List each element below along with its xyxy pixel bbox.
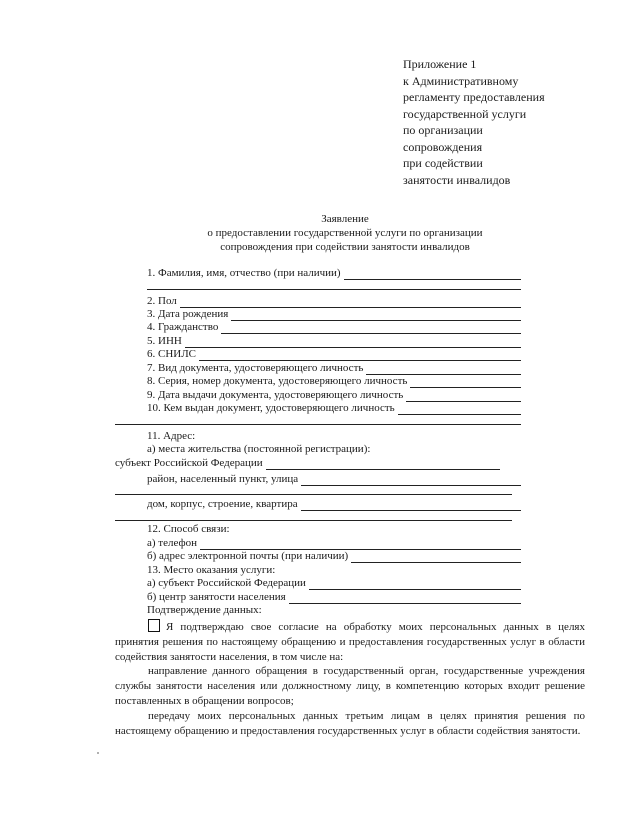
appendix-line: к Административному <box>403 73 519 88</box>
document-subtitle-line1: о предоставлении государственной услуги по организации <box>207 227 483 239</box>
field-label: 4. Гражданство <box>147 320 219 333</box>
field-label: 3. Дата рождения <box>147 307 229 320</box>
field-label: 5. ИНН <box>147 334 182 347</box>
input-line[interactable] <box>301 500 521 511</box>
consent-item-2 <box>115 709 585 739</box>
input-line-continuation[interactable] <box>115 494 512 495</box>
confirmation-heading: Подтверждение данных: <box>147 603 262 616</box>
field-phone[interactable] <box>147 536 521 550</box>
document-title: Заявление <box>321 213 369 225</box>
scan-speck <box>97 752 99 754</box>
input-line[interactable] <box>344 269 521 280</box>
consent-checkbox[interactable] <box>148 619 160 632</box>
input-line[interactable] <box>289 593 521 604</box>
field-snils[interactable] <box>147 347 521 361</box>
address-heading: 11. Адрес: <box>147 429 196 442</box>
field-birth-date[interactable] <box>147 307 521 321</box>
field-label: 10. Кем выдан документ, удостоверяющего личность <box>147 401 395 414</box>
address-residence-label: а) места жительства (постоянной регистрации): <box>147 442 371 455</box>
field-id-issued-by[interactable] <box>147 401 521 415</box>
appendix-line: по организации <box>403 123 483 137</box>
field-address-house[interactable] <box>147 497 521 511</box>
field-label: 6. СНИЛС <box>147 347 197 360</box>
field-label: б) адрес электронной почты (при наличии) <box>147 549 349 562</box>
input-line[interactable] <box>398 404 521 415</box>
field-id-issue-date[interactable] <box>147 388 521 402</box>
appendix-line: Приложение 1 <box>403 57 477 71</box>
field-label: 2. Пол <box>147 294 177 307</box>
appendix-line: при содействии <box>403 156 483 170</box>
consent-item-text: передачу моих персональных данных третьим лицам в целях принятия решения по настоящему обращению и предоставления государственных услуг в области содействия занятости. <box>115 710 585 737</box>
input-line[interactable] <box>410 377 521 388</box>
input-line[interactable] <box>199 350 521 361</box>
field-label: субъект Российской Федерации <box>115 456 263 469</box>
field-email[interactable] <box>147 549 521 563</box>
input-line-continuation[interactable] <box>115 520 512 521</box>
field-id-series-number[interactable] <box>147 374 521 388</box>
input-line[interactable] <box>221 323 521 334</box>
field-address-subject[interactable] <box>115 456 500 470</box>
field-label: 9. Дата выдачи документа, удостоверяющего личность <box>147 388 404 401</box>
field-label: а) субъект Российской Федерации <box>147 576 306 589</box>
input-line[interactable] <box>266 459 500 470</box>
input-line[interactable] <box>301 475 521 486</box>
field-label: 1. Фамилия, имя, отчество (при наличии) <box>147 266 341 279</box>
field-full-name[interactable] <box>147 266 521 280</box>
appendix-line: регламенту предоставления <box>403 90 545 104</box>
appendix-header <box>403 56 603 188</box>
field-label: 7. Вид документа, удостоверяющего личность <box>147 361 364 374</box>
consent-paragraph <box>115 619 585 665</box>
field-label: дом, корпус, строение, квартира <box>147 497 298 510</box>
field-label: 8. Серия, номер документа, удостоверяющего личность <box>147 374 408 387</box>
input-line-continuation[interactable] <box>147 289 521 290</box>
field-id-document-type[interactable] <box>147 361 521 375</box>
field-place-subject[interactable] <box>147 576 521 590</box>
appendix-line: сопровождения <box>403 139 483 154</box>
appendix-line: занятости инвалидов <box>403 172 511 187</box>
consent-item-1 <box>115 664 585 709</box>
consent-text: Я подтверждаю свое согласие на обработку моих персональных данных в целях принятия решения по настоящему обращению и предоставления государственных услуг в области содействия занятости населения, в том числе на: <box>115 621 585 663</box>
consent-item-text: направление данного обращения в государственный орган, государственные учреждения службы занятости населения или должностному лицу, в компетенцию которых входит решение поставленных в обращении вопросов; <box>115 665 585 707</box>
contact-heading: 12. Способ связи: <box>147 522 230 535</box>
place-heading: 13. Место оказания услуги: <box>147 563 276 576</box>
field-label: район, населенный пункт, улица <box>147 472 299 485</box>
field-citizenship[interactable] <box>147 320 521 334</box>
field-inn[interactable] <box>147 334 521 348</box>
field-employment-center[interactable] <box>147 590 521 604</box>
field-gender[interactable] <box>147 294 521 308</box>
appendix-line: государственной услуги <box>403 106 527 121</box>
field-address-locality[interactable] <box>147 472 521 486</box>
input-line-continuation[interactable] <box>115 424 521 425</box>
field-label: б) центр занятости населения <box>147 590 286 603</box>
field-label: а) телефон <box>147 536 198 549</box>
document-subtitle-line2: сопровождения при содействии занятости инвалидов <box>220 241 470 253</box>
input-line[interactable] <box>309 579 521 590</box>
input-line[interactable] <box>351 552 521 563</box>
